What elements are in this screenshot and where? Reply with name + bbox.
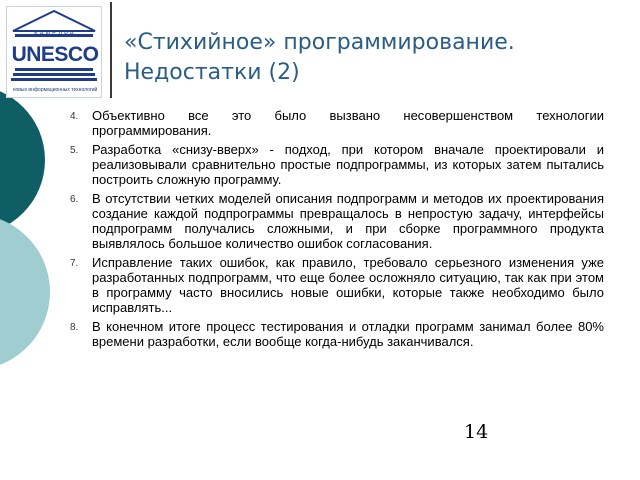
slide-title bbox=[124, 28, 624, 88]
logo-subtitle: новых информационных технологий bbox=[12, 87, 98, 93]
unesco-logo bbox=[6, 6, 102, 98]
list-item-text: Разработка «снизу-вверх» - подход, при котором вначале проектировали и реализовывали сравнительно простые подпрограммы, из которых затем пытались построить сложную программу. bbox=[92, 142, 604, 187]
list-item bbox=[70, 142, 604, 187]
logo-top-text: КАФЕДРА bbox=[34, 31, 76, 37]
list-item-text: В конечном итоге процесс тестирования и отладки программ занимал более 80% времени разработки, если вообще когда-нибудь заканчивался. bbox=[92, 319, 604, 349]
list-item-text: Объективно все это было вызвано несовершенством технологии программирования. bbox=[92, 108, 604, 138]
title-divider bbox=[110, 2, 112, 98]
list-item bbox=[70, 255, 604, 315]
dark-teal-circle bbox=[0, 85, 45, 235]
light-teal-circle bbox=[0, 214, 50, 370]
numbered-list bbox=[70, 108, 604, 353]
list-item-number: 5. bbox=[70, 145, 79, 156]
list-item-text: В отсутствии четких моделей описания подпрограмм и методов их проектирования создание каждой подпрограммы превращалось в непростую задачу, интерфейсы подпрограмм получались сложными, и при сборке программного продукта выявлялось большое количество ошибок согласования. bbox=[92, 191, 604, 251]
list-item-text: Исправление таких ошибок, как правило, требовало серьезного изменения уже разработанных подпрограмм, что еще более осложняло ситуацию, так как при этом в программу часто вносились новые ошибки, которые также необходимо было исправлять... bbox=[92, 255, 604, 315]
list-item-number: 8. bbox=[70, 322, 79, 333]
list-item bbox=[70, 108, 604, 138]
slide-title-line-2: Недостатки (2) bbox=[124, 60, 300, 85]
list-item bbox=[70, 319, 604, 349]
slide-title-line-1: «Стихийное» программирование. bbox=[124, 30, 515, 55]
list-item-number: 4. bbox=[70, 111, 79, 122]
list-item-number: 7. bbox=[70, 258, 79, 269]
list-item bbox=[70, 191, 604, 251]
logo-wordmark: UNESCO bbox=[11, 43, 99, 66]
list-item-number: 6. bbox=[70, 194, 79, 205]
page-number: 14 bbox=[464, 421, 489, 443]
